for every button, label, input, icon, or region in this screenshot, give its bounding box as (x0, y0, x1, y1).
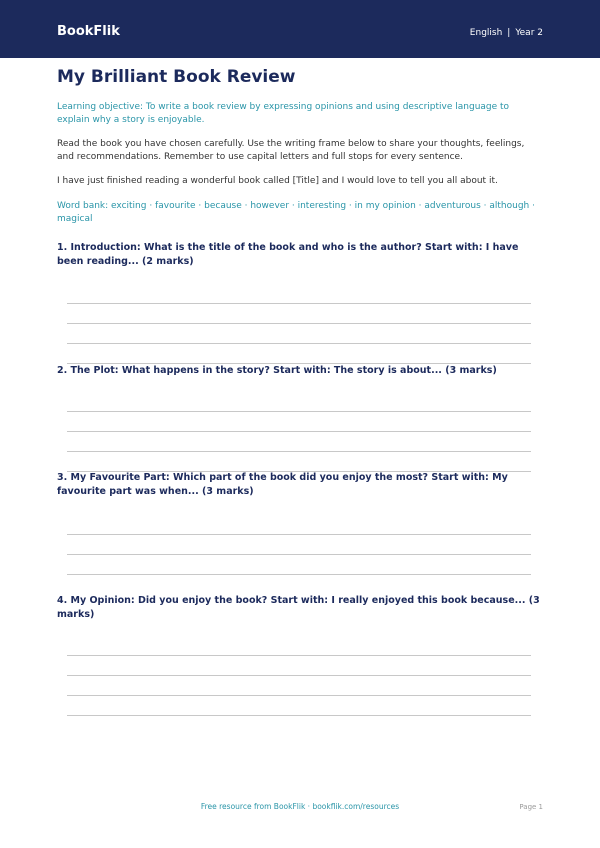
subject-label: English (469, 28, 503, 38)
answer-line[interactable] (67, 411, 531, 412)
answer-line[interactable] (67, 303, 531, 304)
answer-line[interactable] (67, 323, 531, 324)
page-number: Page 1 (519, 803, 543, 811)
question-4: 4. My Opinion: Did you enjoy the book? Start with: I really enjoyed this book because... (3 marks) (57, 595, 540, 620)
footer-source: Free resource from BookFlik · bookflik.com/resources (200, 802, 400, 811)
question-1: 1. Introduction: What is the title of the book and who is the author? Start with: I have been reading... (2 marks) (57, 242, 519, 267)
answer-line[interactable] (67, 451, 531, 452)
brand-logo: BookFlik (57, 24, 120, 39)
word-bank: Word bank: exciting · favourite · because · however · interesting · in my opinion · adventurous · although · magical (57, 201, 535, 224)
answer-line[interactable] (67, 343, 531, 344)
opening-sentence: I have just finished reading a wonderful book called [Title] and I would love to tell you all about it. (57, 176, 498, 186)
answer-line[interactable] (67, 675, 531, 676)
answer-line[interactable] (67, 574, 531, 575)
learning-objective: Learning objective: To write a book review by expressing opinions and using descriptive language to explain why a story is enjoyable. (57, 102, 510, 125)
answer-line[interactable] (67, 655, 531, 656)
year-label: Year 2 (515, 28, 543, 38)
question-3: 3. My Favourite Part: Which part of the book did you enjoy the most? Start with: My favourite part was when... (3 marks) (57, 472, 508, 497)
header-separator: | (507, 28, 511, 38)
page-title: My Brilliant Book Review (57, 67, 296, 87)
header-bar (0, 0, 600, 58)
question-2: 2. The Plot: What happens in the story? Start with: The story is about... (3 marks) (57, 365, 497, 376)
answer-line[interactable] (67, 554, 531, 555)
answer-line[interactable] (67, 431, 531, 432)
answer-line[interactable] (67, 695, 531, 696)
instructions-paragraph: Read the book you have chosen carefully. Use the writing frame below to share your thoughts, feelings, and recommendations. Remember to use capital letters and full stops for every sentence. (57, 139, 525, 162)
intro-section (57, 66, 543, 226)
answer-line[interactable] (67, 715, 531, 716)
header-meta (470, 28, 543, 38)
answer-line[interactable] (67, 534, 531, 535)
